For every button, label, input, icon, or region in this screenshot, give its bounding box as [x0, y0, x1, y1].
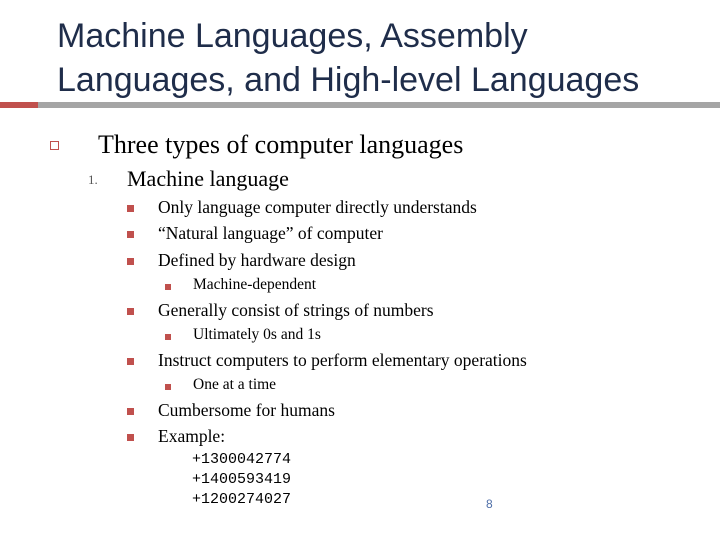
slide-title: Machine Languages, Assembly Languages, and High-level Languages — [57, 17, 640, 99]
square-bullet-icon — [127, 408, 134, 415]
code-line: +1400593419 — [192, 471, 292, 488]
square-bullet-icon — [127, 205, 134, 212]
square-bullet-icon — [127, 231, 134, 238]
list-number: 1. — [88, 172, 98, 187]
square-bullet-icon — [165, 284, 171, 290]
list-item: Example: — [158, 426, 226, 446]
level2-heading: Machine language — [127, 166, 289, 191]
sub-list-item: Machine-dependent — [193, 276, 317, 293]
list-item: Cumbersome for humans — [158, 400, 335, 420]
list-item: Only language computer directly understands — [158, 197, 477, 217]
title-rule-accent — [0, 102, 38, 108]
square-bullet-icon — [165, 334, 171, 340]
code-line: +1200274027 — [192, 491, 292, 508]
list-item: Generally consist of strings of numbers — [158, 300, 434, 320]
list-item: Instruct computers to perform elementary operations — [158, 350, 527, 370]
square-bullet-icon — [127, 258, 134, 265]
square-bullet-icon — [127, 308, 134, 315]
square-bullet-icon — [127, 358, 134, 365]
level1-heading: Three types of computer languages — [98, 130, 464, 159]
hollow-square-bullet-icon — [50, 141, 59, 150]
list-item: Defined by hardware design — [158, 250, 356, 270]
page-number: 8 — [486, 497, 493, 511]
square-bullet-icon — [165, 384, 171, 390]
title-rule — [38, 102, 720, 108]
sub-list-item: Ultimately 0s and 1s — [193, 326, 321, 343]
list-item: “Natural language” of computer — [158, 223, 383, 243]
square-bullet-icon — [127, 434, 134, 441]
code-line: +1300042774 — [192, 451, 292, 468]
sub-list-item: One at a time — [193, 376, 277, 393]
